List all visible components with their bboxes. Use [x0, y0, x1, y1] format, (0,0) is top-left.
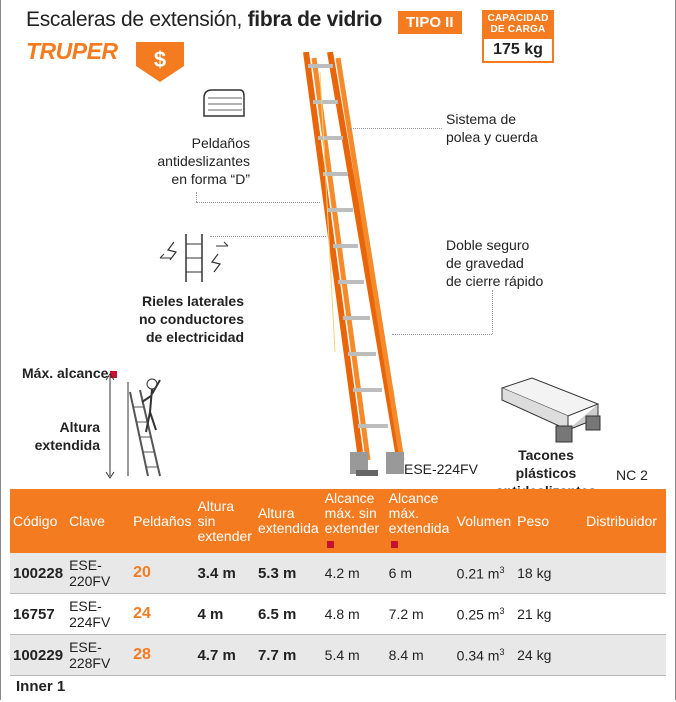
callout-seguro: Doble seguro de gravedad de cierre rápido — [446, 237, 544, 289]
tipo-badge: TIPO II — [398, 11, 462, 34]
nc-label: NC 2 — [616, 467, 648, 483]
ladder-illustration — [290, 52, 420, 482]
cell-alcance-sin: 5.4 m — [322, 635, 386, 676]
cell-codigo: 100229 — [10, 635, 66, 676]
inner-label: Inner 1 — [16, 678, 66, 695]
cell-clave: ESE-224FV — [66, 594, 130, 635]
cell-volumen: 0.21 $m^3$ — [454, 553, 514, 594]
cell-clave: ESE-220FV — [66, 553, 130, 594]
header-distribuidor: Distribuidor — [560, 489, 666, 553]
header-codigo: Código — [10, 489, 66, 553]
cell-volumen: 0.34 $m^3$ — [454, 635, 514, 676]
callout-line — [492, 290, 493, 334]
table-row — [10, 594, 666, 635]
page-title: Escaleras de extensión, fibra de vidrio — [26, 8, 382, 31]
cell-clave: ESE-228FV — [66, 635, 130, 676]
capacity-value: 175 kg — [482, 37, 554, 63]
cell-peso: 21 kg — [514, 594, 560, 635]
callout-line — [210, 236, 326, 237]
cell-altura-sin: 4.7 m — [194, 635, 254, 676]
model-label: ESE-224FV — [404, 461, 478, 477]
cell-peldanos: 20 — [130, 553, 194, 594]
cell-alcance-ext: 7.2 m — [386, 594, 454, 635]
callout-peldanos: Peldaños antideslizantes en forma “D” — [157, 135, 250, 187]
header-alcance-sin: Alcance máx. sin extender — [322, 489, 386, 553]
header-volumen: Volumen — [454, 489, 514, 553]
callout-line — [196, 192, 197, 202]
cell-altura-ext: 7.7 m — [255, 635, 322, 676]
cell-distribuidor — [560, 553, 666, 594]
marker-square — [391, 541, 398, 548]
cell-altura-sin: 4 m — [194, 594, 254, 635]
callout-tacones: Tacones plásticos — [515, 447, 577, 481]
svg-text:$: $ — [153, 47, 167, 72]
cell-alcance-ext: 8.4 m — [386, 635, 454, 676]
header-clave: Clave — [66, 489, 130, 553]
cell-distribuidor — [560, 635, 666, 676]
altura-extendida-label: Altura extendida — [34, 419, 100, 453]
callout-rieles: Rieles laterales no conductores de electricidad — [138, 293, 244, 345]
cell-peso: 18 kg — [514, 553, 560, 594]
cell-peldanos: 28 — [130, 635, 194, 676]
d-rung-icon — [200, 86, 248, 122]
table-header-row — [10, 489, 666, 553]
cell-peso: 24 kg — [514, 635, 560, 676]
table-row — [10, 553, 666, 594]
cell-alcance-sin: 4.8 m — [322, 594, 386, 635]
header-peso: Peso — [514, 489, 560, 553]
cell-distribuidor — [560, 594, 666, 635]
cell-alcance-ext: 6 m — [386, 553, 454, 594]
cell-altura-sin: 3.4 m — [194, 553, 254, 594]
header-peldanos: Peldaños — [130, 489, 194, 553]
spec-table — [10, 489, 666, 676]
rubber-feet-icon — [498, 376, 608, 446]
cell-altura-ext: 6.5 m — [255, 594, 322, 635]
max-alcance-label: Máx. alcance — [22, 364, 117, 382]
cell-codigo: 100228 — [10, 553, 66, 594]
callout-line — [350, 128, 442, 129]
callout-line — [196, 202, 320, 203]
callout-line — [392, 334, 492, 335]
cell-codigo: 16757 — [10, 594, 66, 635]
capacity-badge: CAPACIDAD DE CARGA 175 kg — [482, 10, 554, 63]
table-row — [10, 635, 666, 676]
cell-volumen: 0.25 $m^3$ — [454, 594, 514, 635]
rail-insulation-icon — [158, 232, 230, 284]
header-altura-sin: Altura sin extender — [194, 489, 254, 553]
marker-square — [327, 541, 334, 548]
callout-polea: Sistema de polea y cuerda — [446, 111, 538, 145]
truper-logo: TRUPER — [26, 38, 118, 64]
price-tag-icon — [136, 42, 184, 82]
cell-altura-ext: 5.3 m — [255, 553, 322, 594]
cell-peldanos: 24 — [130, 594, 194, 635]
reach-diagram — [100, 372, 180, 482]
cell-alcance-sin: 4.2 m — [322, 553, 386, 594]
header-altura-ext: Altura extendida — [255, 489, 322, 553]
header-alcance-ext: Alcance máx. extendida — [386, 489, 454, 553]
